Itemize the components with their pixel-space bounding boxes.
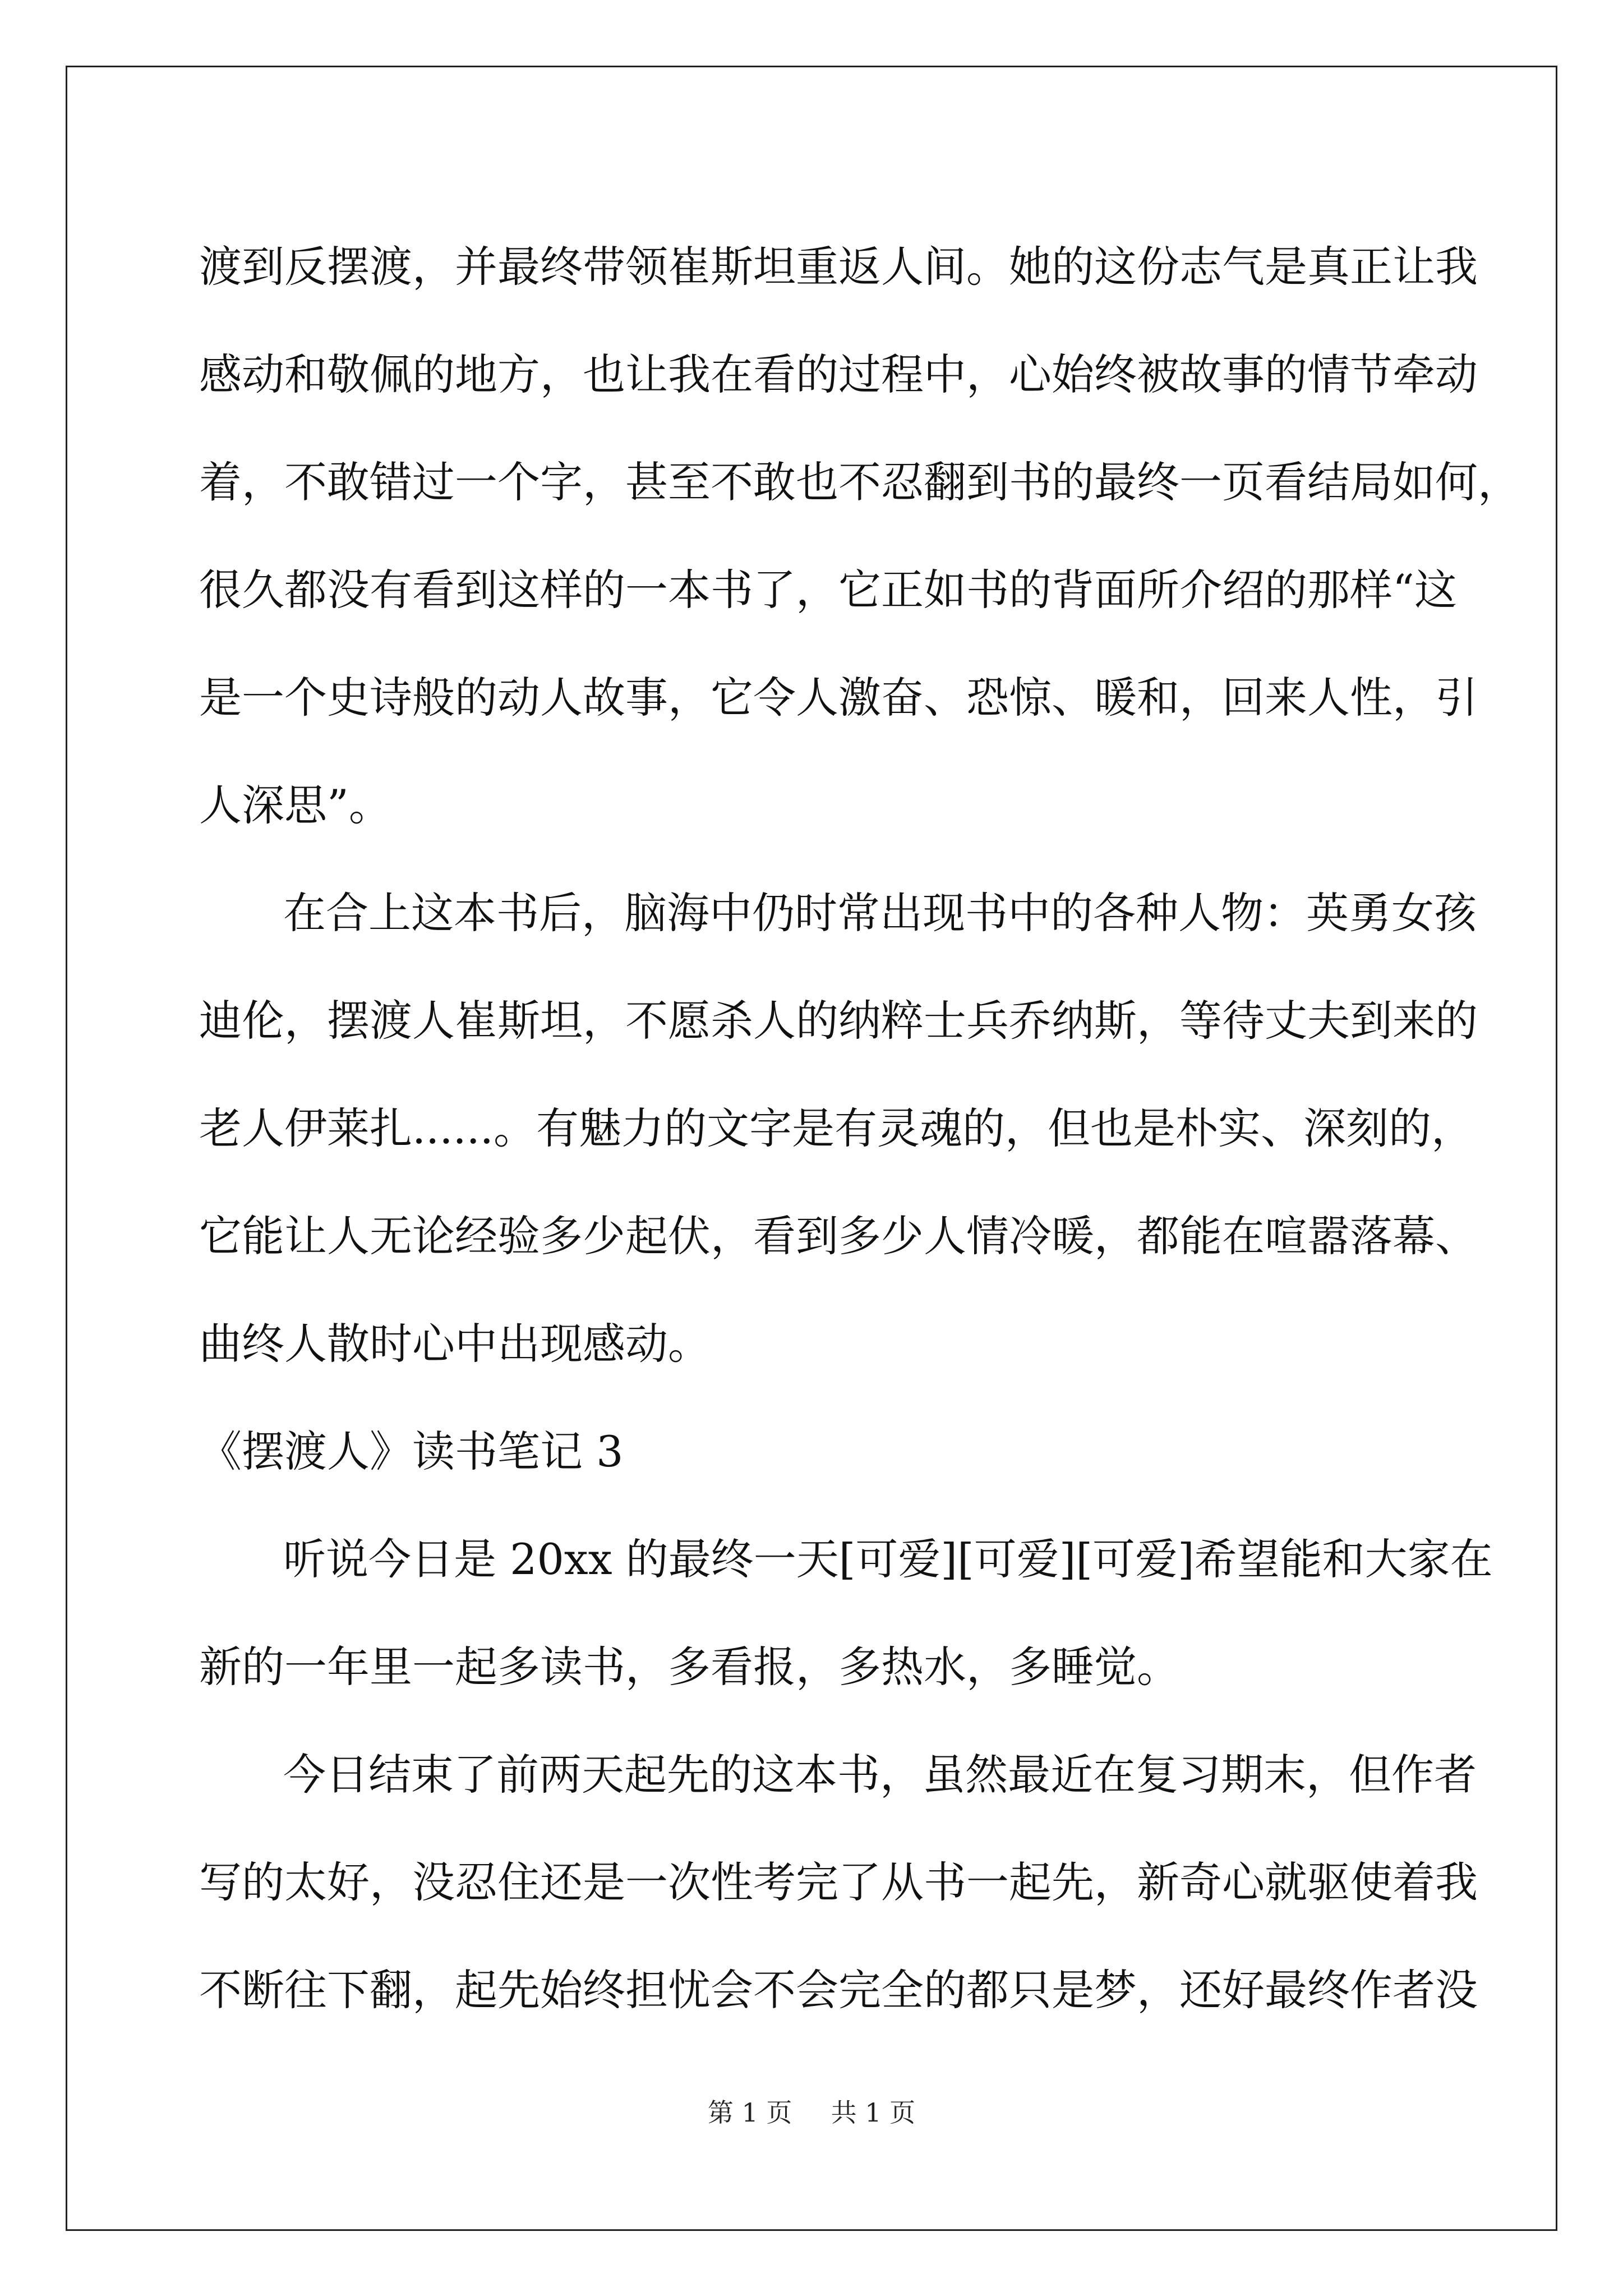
- text-line: 迪伦，摆渡人崔斯坦，不愿杀人的纳粹士兵乔纳斯，等待丈夫到来的: [199, 996, 1478, 1046]
- text-line: 人深思”。: [199, 780, 391, 830]
- text-line: 曲终人散时心中出现感动。: [199, 1319, 711, 1369]
- text-line: 感动和敬佩的地方，也让我在看的过程中，心始终被故事的情节牵动: [199, 349, 1478, 399]
- text-line: 不断往下翻，起先始终担忧会不会完全的都只是梦，还好最终作者没: [199, 1965, 1478, 2015]
- text-line: 写的太好，没忍住还是一次性考完了从书一起先，新奇心就驱使着我: [199, 1857, 1478, 1907]
- document-body: [199, 213, 1520, 2044]
- paragraph-3: [199, 1506, 1493, 1721]
- paragraph-2: [199, 859, 1478, 1398]
- page-number: 第 1 页: [707, 2097, 792, 2128]
- text-line: 听说今日是 20xx 的最终一天[可爱][可爱][可爱]希望能和大家在: [283, 1534, 1493, 1584]
- paragraph-4: [199, 1721, 1478, 2044]
- text-line: 在合上这本书后，脑海中仍时常出现书中的各种人物：英勇女孩: [283, 888, 1477, 938]
- text-line: 是一个史诗般的动人故事，它令人激奋、恐惊、暖和，回来人性，引: [199, 673, 1478, 723]
- text-line: 渡到反摆渡，并最终带领崔斯坦重返人间。她的这份志气是真正让我: [199, 242, 1478, 292]
- text-line: 今日结束了前两天起先的这本书，虽然最近在复习期末，但作者: [283, 1750, 1477, 1800]
- total-pages: 共 1 页: [831, 2097, 916, 2128]
- text-line: 它能让人无论经验多少起伏，看到多少人情冷暖，都能在喧嚣落幕、: [199, 1211, 1478, 1261]
- heading-text: 《摆渡人》读书笔记 3: [199, 1427, 624, 1476]
- paragraph-1: [199, 213, 1520, 859]
- text-line: 着，不敢错过一个字，甚至不敢也不忍翻到书的最终一页看结局如何，: [199, 457, 1520, 507]
- text-line: 老人伊莱扎......。有魅力的文字是有灵魂的，但也是朴实、深刻的，: [199, 1103, 1474, 1153]
- page-footer: [0, 2092, 1623, 2129]
- section-heading: [199, 1398, 1433, 1506]
- text-line: 新的一年里一起多读书，多看报，多热水，多睡觉。: [199, 1642, 1179, 1692]
- text-line: 很久都没有看到这样的一本书了，它正如书的背面所介绍的那样“这: [199, 565, 1457, 615]
